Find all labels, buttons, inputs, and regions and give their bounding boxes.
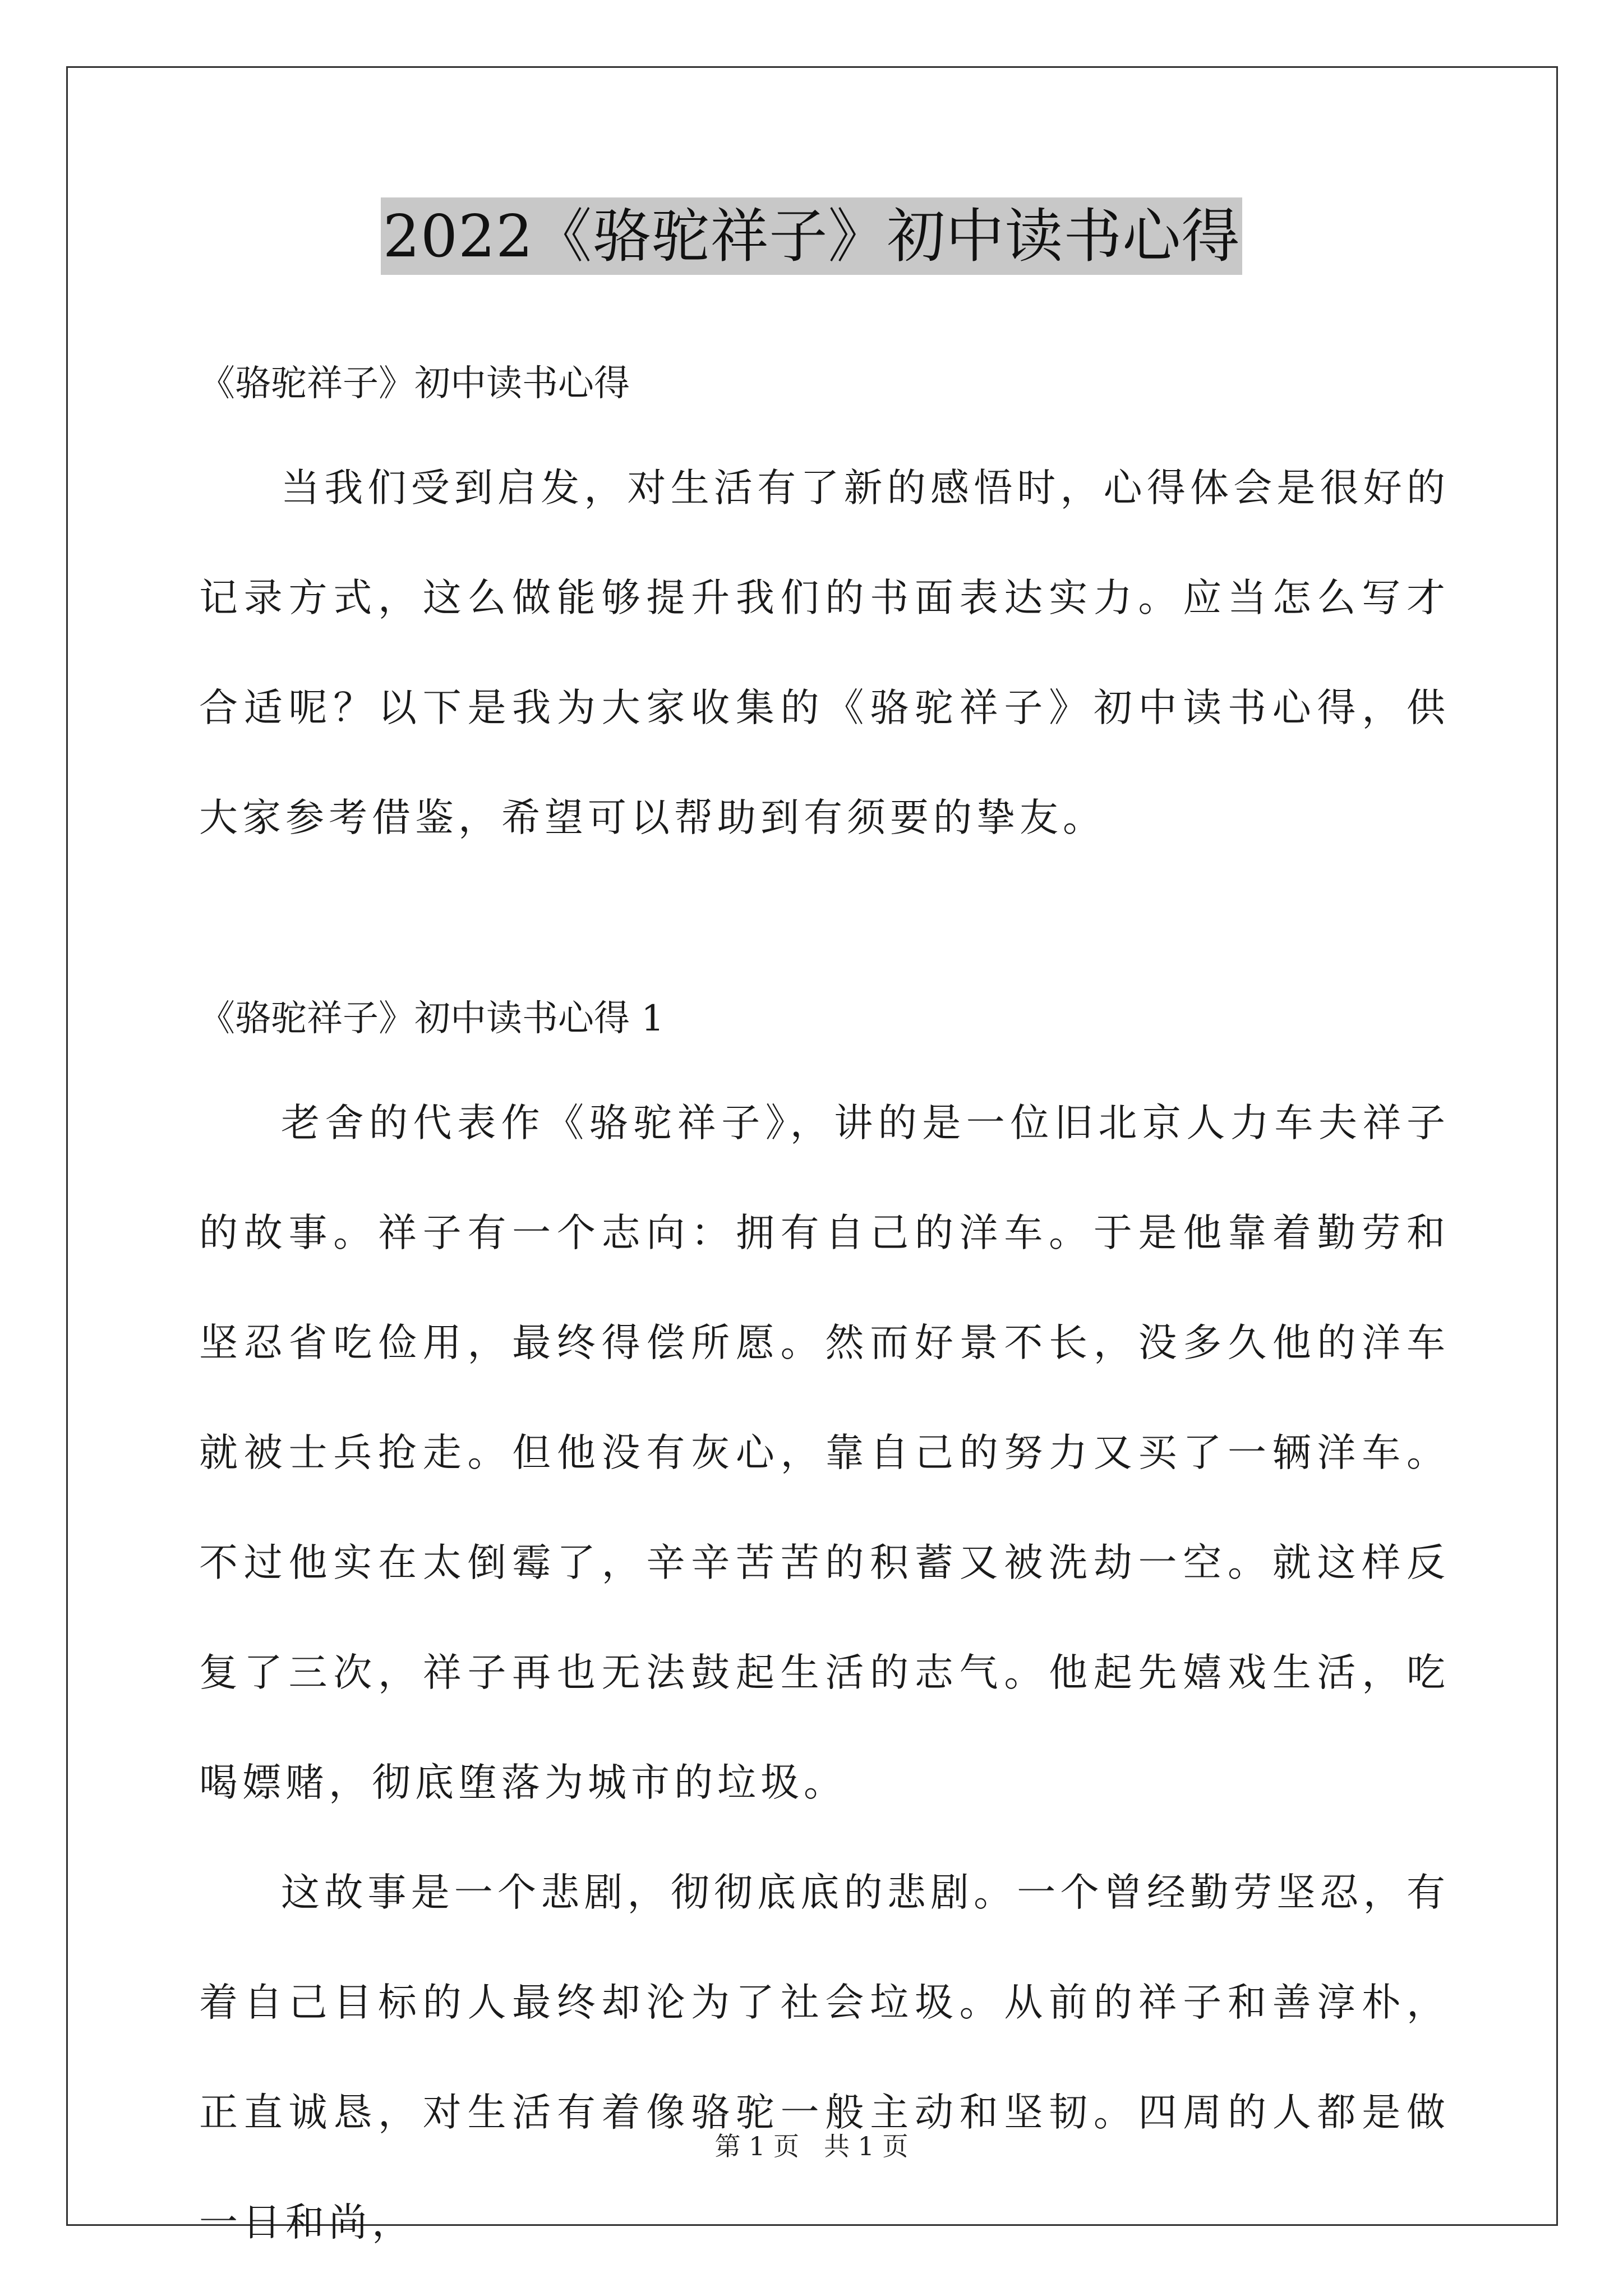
document-body [199, 337, 1450, 2277]
section-spacer [199, 873, 1450, 992]
section-heading: 《骆驼祥子》初中读书心得 1 [199, 998, 665, 1039]
body-paragraph-1: 老舍的代表作《骆驼祥子》，讲的是一位旧北京人力车夫祥子的故事。祥子有一个志向：拥有自己的洋车。于是他靠着勤劳和坚忍省吃俭用，最终得偿所愿。然而好景不长，没多久他的洋车就被士兵抢走。但他没有灰心，靠自己的努力又买了一辆洋车。不过他实在太倒霉了，辛辛苦苦的积蓄又被洗劫一空。就这样反复了三次，祥子再也无法鼓起生活的志气。他起先嬉戏生活，吃喝嫖赌，彻底堕落为城市的垃圾。 [199, 1101, 1450, 1805]
body-paragraph-2: 这故事是一个悲剧，彻彻底底的悲剧。一个曾经勤劳坚忍，有着自己目标的人最终却沦为了社会垃圾。从前的祥子和善淳朴，正直诚恳，对生活有着像骆驼一般主动和坚韧。四周的人都是做一日和尚， [199, 1870, 1450, 2245]
intro-paragraph: 当我们受到启发，对生活有了新的感悟时，心得体会是很好的记录方式，这么做能够提升我们的书面表达实力。应当怎么写才合适呢？以下是我为大家收集的《骆驼祥子》初中读书心得，供大家参考借鉴，希望可以帮助到有须要的挚友。 [199, 466, 1450, 840]
document-subtitle: 《骆驼祥子》初中读书心得 [199, 363, 630, 404]
page-total: 共 1 页 [824, 2131, 909, 2161]
document-title: 2022《骆驼祥子》初中读书心得 [381, 197, 1243, 275]
page-footer [0, 2129, 1623, 2163]
page-number: 第 1 页 [714, 2131, 799, 2161]
title-container [0, 197, 1623, 275]
